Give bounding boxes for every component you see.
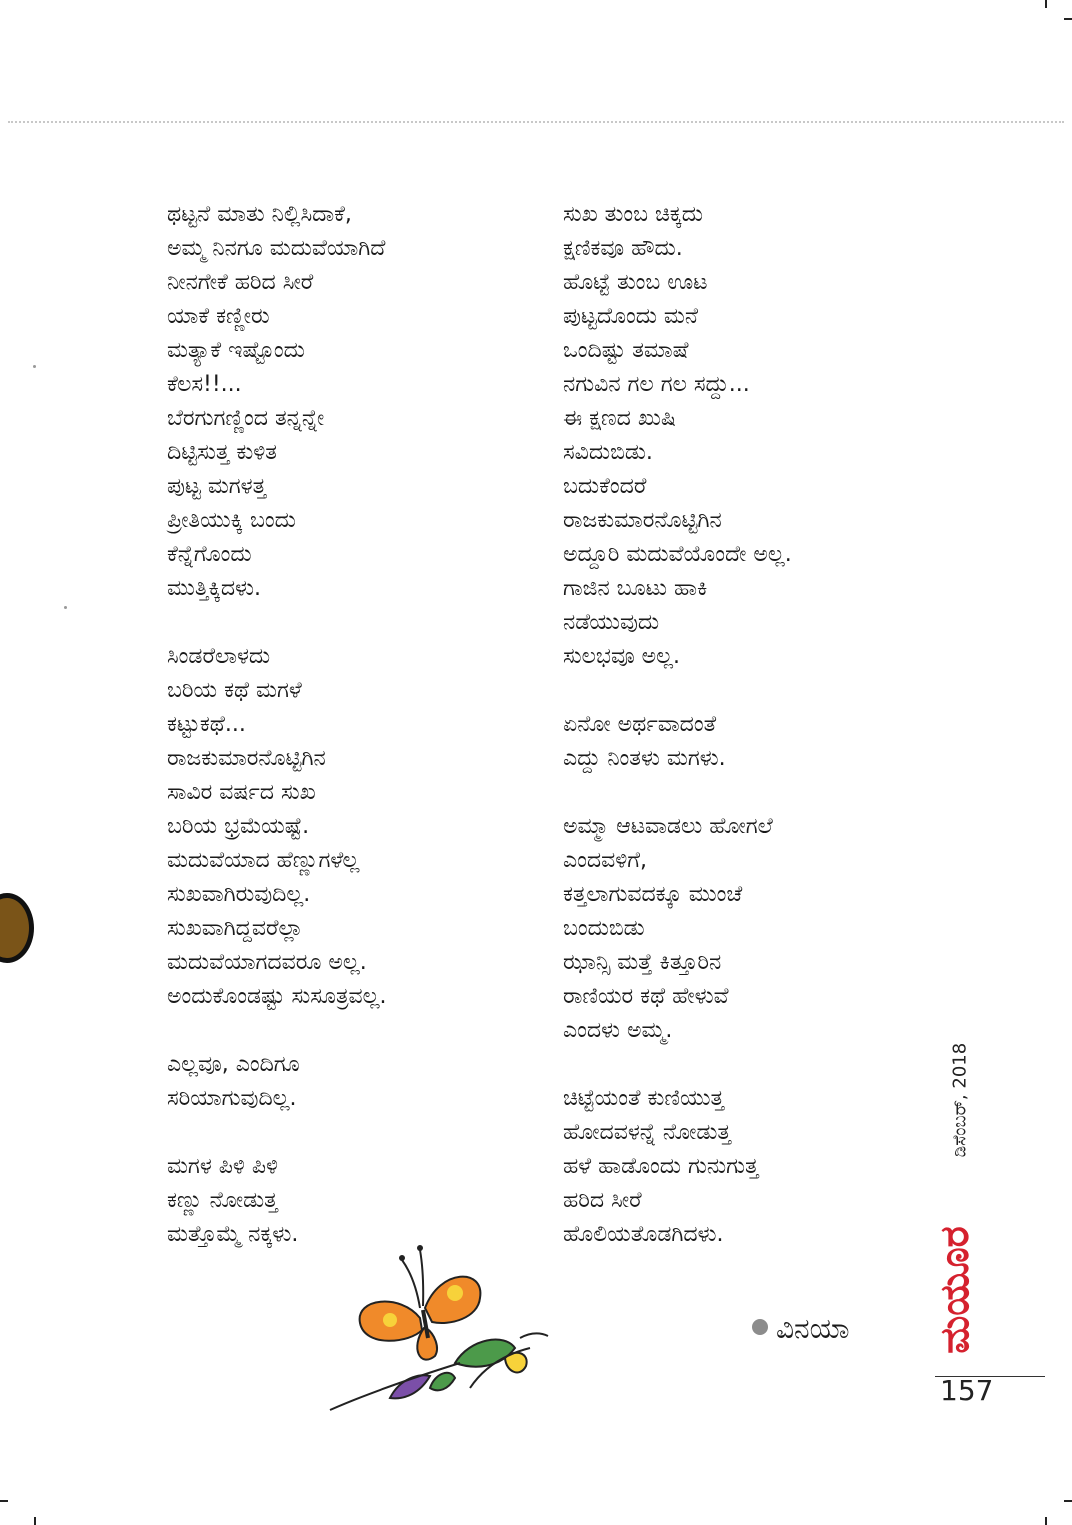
stanza — [563, 708, 792, 776]
poem-line: ಅಮ್ಮಾ ಆಟವಾಡಲು ಹೋಗಲೆ — [563, 814, 773, 839]
stanza — [167, 198, 387, 606]
poem-line: ಹೋದವಳನ್ನೆ ನೋಡುತ್ತ — [563, 1120, 731, 1145]
wing-spot — [383, 1313, 397, 1327]
poem-line: ಬರಿಯ ಕಥೆ ಮಗಳೆ — [167, 678, 302, 703]
poem-line: ಗಾಜಿನ ಬೂಟು ಹಾಕಿ — [563, 576, 708, 601]
poem-line: ಎಂದಳು ಅಮ್ಮ. — [563, 1018, 673, 1043]
crop-mark — [34, 1517, 36, 1525]
crop-mark — [1064, 1500, 1072, 1502]
leaf — [430, 1373, 455, 1391]
issue-date: ಡಿಸೆಂಬರ್, 2018 — [949, 1042, 971, 1158]
stanza — [167, 640, 387, 1014]
poem-line: ಕಣ್ಣು ನೋಡುತ್ತ — [167, 1188, 278, 1213]
poem-line: ನಗುವಿನ ಗಲ ಗಲ ಸದ್ದು... — [563, 372, 750, 397]
poem-line: ಪುಟ್ಟ ಮಗಳತ್ತ — [167, 474, 267, 499]
stanza — [167, 1150, 387, 1252]
poem-line: ಈ ಕ್ಷಣದ ಖುಷಿ — [563, 406, 676, 431]
stanza — [167, 1048, 387, 1116]
crop-mark — [0, 1500, 8, 1502]
poem-line: ಕತ್ತಲಾಗುವದಕ್ಕೂ ಮುಂಚೆ — [563, 882, 743, 907]
author-name: ವಿನಯಾ — [776, 1312, 850, 1345]
poem-line: ಅದ್ದೂರಿ ಮದುವೆಯೊಂದೇ ಅಲ್ಲ. — [563, 542, 792, 567]
poem-line: ಹಳೆ ಹಾಡೊಂದು ಗುನುಗುತ್ತ — [563, 1154, 759, 1179]
poem-line: ಹೊಲಿಯತೊಡಗಿದಳು. — [563, 1222, 724, 1247]
poem-line: ಮದುವೆಯಾದ ಹೆಣ್ಣುಗಳೆಲ್ಲ — [167, 848, 360, 873]
poem-line: ಕೆಲಸ!!... — [167, 372, 242, 397]
crop-mark — [1045, 1517, 1047, 1525]
poem-line: ರಾಜಕುಮಾರನೊಟ್ಟಿಗಿನ — [167, 746, 326, 771]
poem-line: ಬಂದುಬಿಡು — [563, 916, 645, 941]
poem-line: ಸುಖ ತುಂಬ ಚಿಕ್ಕದು — [563, 202, 703, 227]
poem-line: ನೀನಗೇಕೆ ಹರಿದ ಸೀರೆ — [167, 270, 314, 295]
grass-stroke — [520, 1333, 548, 1338]
poem-line: ಸರಿಯಾಗುವುದಿಲ್ಲ. — [167, 1086, 297, 1111]
poem-line: ಮಗಳ ಪಿಳಿ ಪಿಳಿ — [167, 1154, 278, 1179]
poem-line: ಸುಖವಾಗಿದ್ದವರೆಲ್ಲಾ — [167, 916, 304, 941]
poem-line: ಕ್ಷಣಿಕವೂ ಹೌದು. — [563, 236, 683, 261]
poem-line: ಒಂದಿಷ್ಟು ತಮಾಷೆ — [563, 338, 689, 363]
poem-line: ರಾಜಕುಮಾರನೊಟ್ಟಿಗಿನ — [563, 508, 722, 533]
poem-line: ಮದುವೆಯಾಗದವರೂ ಅಲ್ಲ. — [167, 950, 367, 975]
poem-line: ದಿಟ್ಟಿಸುತ್ತ ಕುಳಿತ — [167, 440, 277, 465]
stanza — [563, 810, 792, 1048]
author-credit — [752, 1311, 850, 1347]
antenna-tip — [417, 1245, 423, 1251]
poem-line: ಚಿಟ್ಟೆಯಂತೆ ಕುಣಿಯುತ್ತ — [563, 1086, 725, 1111]
poem-line: ಸವಿದುಬಿಡು. — [563, 440, 653, 465]
poem-line: ಮುತ್ತಿಕ್ಕಿದಳು. — [167, 576, 261, 601]
wing-spot — [447, 1285, 463, 1301]
antenna-tip — [399, 1255, 405, 1261]
poem-line: ಥಟ್ಟನೆ ಮಾತು ನಿಲ್ಲಿಸಿದಾಕೆ, — [167, 202, 352, 227]
poem-line: ಅಂದುಕೊಂಡಷ್ಟು ಸುಸೂತ್ರವಲ್ಲ. — [167, 984, 387, 1009]
poem-line: ಪುಟ್ಟದೊಂದು ಮನೆ — [563, 304, 698, 329]
print-speck — [64, 606, 67, 609]
poem-line: ಸಿಂಡರೆಲಾಳದು — [167, 644, 271, 669]
poem-line: ನಡೆಯುವುದು — [563, 610, 660, 635]
print-speck — [33, 365, 36, 368]
poem-right-column — [563, 198, 792, 1286]
poem-line: ಸುಲಭವೂ ಅಲ್ಲ. — [563, 644, 681, 669]
poem-line: ಅಮ್ಮ ನಿನಗೂ ಮದುವೆಯಾಗಿದೆ — [167, 236, 386, 261]
bullet-dot — [752, 1319, 768, 1335]
poem-line: ಎಲ್ಲವೂ, ಎಂದಿಗೂ — [167, 1052, 300, 1077]
butterfly-leaves-illustration — [320, 1238, 560, 1418]
poem-line: ಬೆರಗುಗಣ್ಣಿಂದ ತನ್ನನ್ನೇ — [167, 406, 325, 431]
poem-line: ಬದುಕೆಂದರೆ — [563, 474, 647, 499]
poem-line: ಎದ್ದು ನಿಂತಳು ಮಗಳು. — [563, 746, 726, 771]
butterfly-antenna — [420, 1250, 423, 1306]
poem-line: ಎಂದವಳಿಗೆ, — [563, 848, 647, 873]
poem-line: ಝಾನ್ಸಿ ಮತ್ತೆ ಕಿತ್ತೂರಿನ — [563, 950, 722, 975]
edge-illustration — [0, 893, 34, 963]
poem-line: ಮತ್ತೊಮ್ಮೆ ನಕ್ಕಳು. — [167, 1222, 299, 1247]
page-number: 157 — [940, 1374, 994, 1407]
stanza — [563, 198, 792, 674]
magazine-logo: ಮಯೂರ — [932, 1226, 978, 1354]
crop-mark — [1064, 18, 1072, 20]
poem-left-column — [167, 198, 387, 1286]
poem-line: ಮತ್ಯಾಕೆ ಇಷ್ಟೊಂದು — [167, 338, 305, 363]
poem-line: ಕೆನ್ನೆಗೊಂದು — [167, 542, 252, 567]
poem-line: ಸುಖವಾಗಿರುವುದಿಲ್ಲ. — [167, 882, 311, 907]
poem-line: ಯಾಕೆ ಕಣ್ಣೀರು — [167, 304, 270, 329]
poem-line: ಕಟ್ಟುಕಥೆ... — [167, 712, 246, 737]
poem-line: ಪ್ರೀತಿಯುಕ್ಕಿ ಬಂದು — [167, 508, 296, 533]
poem-line: ಏನೋ ಅರ್ಥವಾದಂತೆ — [563, 712, 717, 737]
poem-line: ಸಾವಿರ ವರ್ಷದ ಸುಖ — [167, 780, 316, 805]
butterfly-antenna — [402, 1260, 420, 1308]
poem-line: ರಾಣಿಯರ ಕಥೆ ಹೇಳುವೆ — [563, 984, 729, 1009]
poem-line: ಹರಿದ ಸೀರೆ — [563, 1188, 642, 1213]
stanza — [563, 1082, 792, 1252]
poem-line: ಬರಿಯ ಭ್ರಮೆಯಷ್ಟೆ. — [167, 814, 310, 839]
header-dotted-rule — [8, 121, 1064, 123]
crop-mark — [1045, 0, 1047, 8]
poem-line: ಹೊಟ್ಟೆ ತುಂಬ ಊಟ — [563, 270, 708, 295]
